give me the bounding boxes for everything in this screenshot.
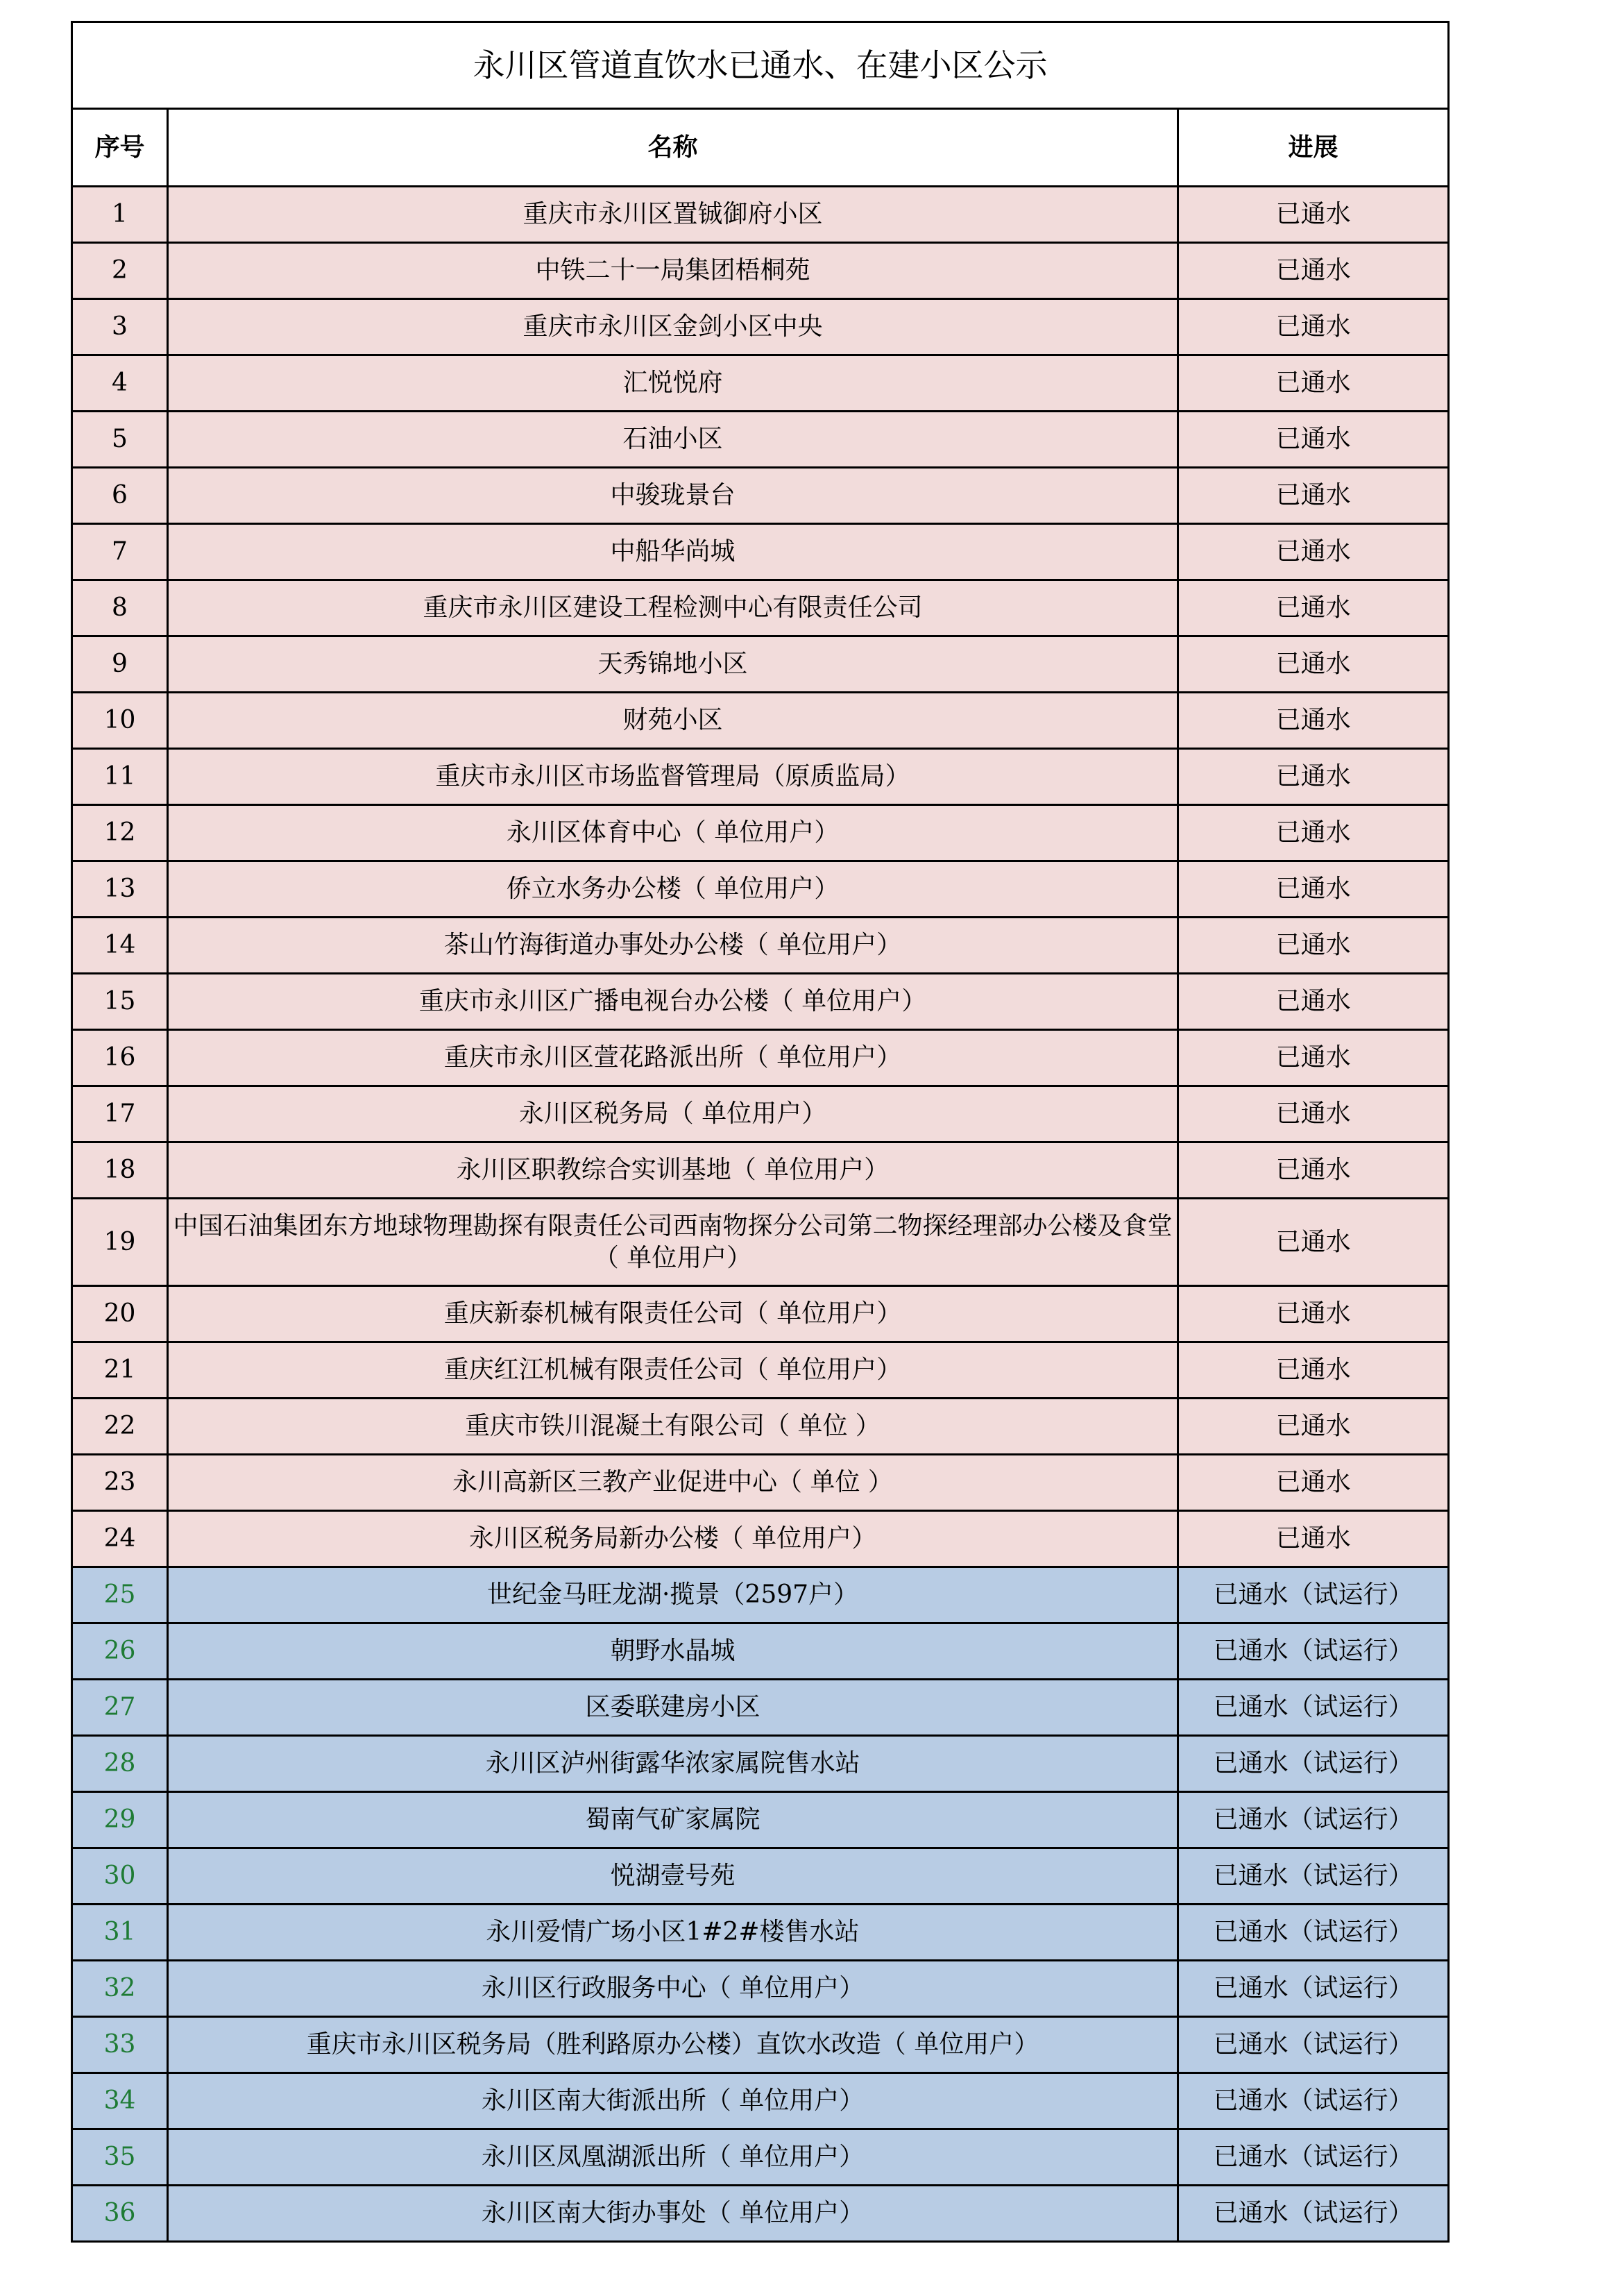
row-number: 30 bbox=[72, 1848, 168, 1905]
row-name: 永川区南大街办事处（ 单位用户） bbox=[168, 2186, 1178, 2242]
row-progress: 已通水（试运行） bbox=[1178, 2073, 1449, 2129]
row-name: 永川区凤凰湖派出所（ 单位用户） bbox=[168, 2129, 1178, 2186]
table-row bbox=[72, 861, 1449, 918]
row-number: 16 bbox=[72, 1030, 168, 1086]
row-progress: 已通水 bbox=[1178, 580, 1449, 636]
row-number: 18 bbox=[72, 1142, 168, 1199]
row-name: 区委联建房小区 bbox=[168, 1680, 1178, 1736]
row-progress: 已通水 bbox=[1178, 636, 1449, 693]
table-row bbox=[72, 355, 1449, 412]
row-number: 11 bbox=[72, 749, 168, 805]
row-progress: 已通水 bbox=[1178, 1142, 1449, 1199]
row-name: 重庆市铁川混凝土有限公司（ 单位 ） bbox=[168, 1399, 1178, 1455]
row-name: 石油小区 bbox=[168, 412, 1178, 468]
row-progress: 已通水（试运行） bbox=[1178, 1680, 1449, 1736]
row-name: 永川区税务局新办公楼（ 单位用户） bbox=[168, 1511, 1178, 1567]
row-progress: 已通水（试运行） bbox=[1178, 1736, 1449, 1792]
row-name: 重庆市永川区税务局（胜利路原办公楼）直饮水改造（ 单位用户） bbox=[168, 2017, 1178, 2073]
row-name: 永川区职教综合实训基地（ 单位用户） bbox=[168, 1142, 1178, 1199]
row-name: 重庆市永川区建设工程检测中心有限责任公司 bbox=[168, 580, 1178, 636]
row-name: 重庆红江机械有限责任公司（ 单位用户） bbox=[168, 1342, 1178, 1399]
table-row bbox=[72, 243, 1449, 299]
row-progress: 已通水 bbox=[1178, 1286, 1449, 1342]
table-row bbox=[72, 974, 1449, 1030]
row-name: 永川区泸州街露华浓家属院售水站 bbox=[168, 1736, 1178, 1792]
row-progress: 已通水（试运行） bbox=[1178, 1961, 1449, 2017]
row-number: 23 bbox=[72, 1455, 168, 1511]
row-name: 中国石油集团东方地球物理勘探有限责任公司西南物探分公司第二物探经理部办公楼及食堂（ 单位用户） bbox=[168, 1199, 1178, 1286]
row-number: 33 bbox=[72, 2017, 168, 2073]
row-number: 15 bbox=[72, 974, 168, 1030]
row-progress: 已通水 bbox=[1178, 412, 1449, 468]
row-progress: 已通水 bbox=[1178, 1511, 1449, 1567]
row-name: 侨立水务办公楼（ 单位用户） bbox=[168, 861, 1178, 918]
row-name: 永川区体育中心（ 单位用户） bbox=[168, 805, 1178, 861]
row-progress: 已通水（试运行） bbox=[1178, 1792, 1449, 1848]
row-progress: 已通水 bbox=[1178, 187, 1449, 243]
row-progress: 已通水 bbox=[1178, 299, 1449, 355]
table-row bbox=[72, 1086, 1449, 1142]
table-row bbox=[72, 636, 1449, 693]
row-progress: 已通水（试运行） bbox=[1178, 1905, 1449, 1961]
row-number: 31 bbox=[72, 1905, 168, 1961]
row-number: 20 bbox=[72, 1286, 168, 1342]
row-name: 重庆市永川区置铖御府小区 bbox=[168, 187, 1178, 243]
row-number: 17 bbox=[72, 1086, 168, 1142]
row-number: 32 bbox=[72, 1961, 168, 2017]
row-number: 14 bbox=[72, 918, 168, 974]
page-title: 永川区管道直饮水已通水、在建小区公示 bbox=[72, 22, 1449, 109]
row-name: 中船华尚城 bbox=[168, 524, 1178, 580]
row-progress: 已通水 bbox=[1178, 1086, 1449, 1142]
row-progress: 已通水（试运行） bbox=[1178, 1623, 1449, 1680]
table-row bbox=[72, 412, 1449, 468]
table-row bbox=[72, 1567, 1449, 1623]
table-row bbox=[72, 1792, 1449, 1848]
row-name: 永川爱情广场小区1#2#楼售水站 bbox=[168, 1905, 1178, 1961]
table-row bbox=[72, 805, 1449, 861]
table-row bbox=[72, 1030, 1449, 1086]
table-row bbox=[72, 1342, 1449, 1399]
row-progress: 已通水 bbox=[1178, 355, 1449, 412]
table-row bbox=[72, 1848, 1449, 1905]
row-progress: 已通水（试运行） bbox=[1178, 2129, 1449, 2186]
row-name: 重庆市永川区萱花路派出所（ 单位用户） bbox=[168, 1030, 1178, 1086]
row-number: 4 bbox=[72, 355, 168, 412]
row-progress: 已通水 bbox=[1178, 468, 1449, 524]
row-progress: 已通水 bbox=[1178, 243, 1449, 299]
row-number: 21 bbox=[72, 1342, 168, 1399]
row-number: 1 bbox=[72, 187, 168, 243]
table-row bbox=[72, 1961, 1449, 2017]
row-progress: 已通水 bbox=[1178, 749, 1449, 805]
row-name: 中铁二十一局集团梧桐苑 bbox=[168, 243, 1178, 299]
row-name: 悦湖壹号苑 bbox=[168, 1848, 1178, 1905]
row-number: 29 bbox=[72, 1792, 168, 1848]
table-row bbox=[72, 2017, 1449, 2073]
row-name: 永川区税务局（ 单位用户） bbox=[168, 1086, 1178, 1142]
table-row bbox=[72, 693, 1449, 749]
table-row bbox=[72, 299, 1449, 355]
row-number: 3 bbox=[72, 299, 168, 355]
row-name: 重庆市永川区金剑小区中央 bbox=[168, 299, 1178, 355]
row-number: 22 bbox=[72, 1399, 168, 1455]
row-progress: 已通水 bbox=[1178, 805, 1449, 861]
row-number: 36 bbox=[72, 2186, 168, 2242]
row-progress: 已通水 bbox=[1178, 1342, 1449, 1399]
table-row bbox=[72, 2073, 1449, 2129]
table-row bbox=[72, 1399, 1449, 1455]
table-row bbox=[72, 1680, 1449, 1736]
table-row bbox=[72, 1455, 1449, 1511]
table-row bbox=[72, 749, 1449, 805]
table-row bbox=[72, 2186, 1449, 2242]
row-number: 25 bbox=[72, 1567, 168, 1623]
row-progress: 已通水（试运行） bbox=[1178, 1567, 1449, 1623]
table-row bbox=[72, 1286, 1449, 1342]
table-row bbox=[72, 1905, 1449, 1961]
row-name: 蜀南气矿家属院 bbox=[168, 1792, 1178, 1848]
table-row bbox=[72, 1736, 1449, 1792]
row-number: 28 bbox=[72, 1736, 168, 1792]
header-num: 序号 bbox=[72, 109, 168, 187]
row-number: 12 bbox=[72, 805, 168, 861]
row-number: 35 bbox=[72, 2129, 168, 2186]
header-row bbox=[72, 109, 1449, 187]
row-name: 永川区南大街派出所（ 单位用户） bbox=[168, 2073, 1178, 2129]
row-name: 重庆新泰机械有限责任公司（ 单位用户） bbox=[168, 1286, 1178, 1342]
row-progress: 已通水 bbox=[1178, 1199, 1449, 1286]
table-row bbox=[72, 187, 1449, 243]
row-number: 27 bbox=[72, 1680, 168, 1736]
row-progress: 已通水（试运行） bbox=[1178, 1848, 1449, 1905]
row-number: 6 bbox=[72, 468, 168, 524]
header-progress: 进展 bbox=[1178, 109, 1449, 187]
row-progress: 已通水 bbox=[1178, 918, 1449, 974]
row-number: 24 bbox=[72, 1511, 168, 1567]
table-row bbox=[72, 468, 1449, 524]
row-number: 10 bbox=[72, 693, 168, 749]
row-number: 7 bbox=[72, 524, 168, 580]
row-name: 世纪金马旺龙湖·揽景（2597户） bbox=[168, 1567, 1178, 1623]
table-row bbox=[72, 1199, 1449, 1286]
row-progress: 已通水 bbox=[1178, 1030, 1449, 1086]
row-progress: 已通水 bbox=[1178, 1399, 1449, 1455]
row-number: 19 bbox=[72, 1199, 168, 1286]
row-number: 2 bbox=[72, 243, 168, 299]
row-name: 永川高新区三教产业促进中心（ 单位 ） bbox=[168, 1455, 1178, 1511]
row-name: 中骏珑景台 bbox=[168, 468, 1178, 524]
row-number: 13 bbox=[72, 861, 168, 918]
row-number: 34 bbox=[72, 2073, 168, 2129]
row-number: 8 bbox=[72, 580, 168, 636]
row-name: 茶山竹海街道办事处办公楼（ 单位用户） bbox=[168, 918, 1178, 974]
row-progress: 已通水 bbox=[1178, 693, 1449, 749]
row-name: 汇悦悦府 bbox=[168, 355, 1178, 412]
row-name: 天秀锦地小区 bbox=[168, 636, 1178, 693]
title-row bbox=[72, 22, 1449, 109]
row-name: 重庆市永川区广播电视台办公楼（ 单位用户） bbox=[168, 974, 1178, 1030]
notice-table bbox=[71, 21, 1450, 2243]
header-name: 名称 bbox=[168, 109, 1178, 187]
row-number: 26 bbox=[72, 1623, 168, 1680]
row-progress: 已通水 bbox=[1178, 974, 1449, 1030]
row-name: 重庆市永川区市场监督管理局（原质监局） bbox=[168, 749, 1178, 805]
table-row bbox=[72, 1142, 1449, 1199]
row-number: 5 bbox=[72, 412, 168, 468]
row-number: 9 bbox=[72, 636, 168, 693]
row-name: 财苑小区 bbox=[168, 693, 1178, 749]
row-progress: 已通水（试运行） bbox=[1178, 2186, 1449, 2242]
table-row bbox=[72, 1511, 1449, 1567]
row-name: 永川区行政服务中心（ 单位用户） bbox=[168, 1961, 1178, 2017]
table-row bbox=[72, 1623, 1449, 1680]
row-progress: 已通水 bbox=[1178, 524, 1449, 580]
table-row bbox=[72, 2129, 1449, 2186]
table-row bbox=[72, 524, 1449, 580]
table-row bbox=[72, 580, 1449, 636]
row-progress: 已通水 bbox=[1178, 1455, 1449, 1511]
row-progress: 已通水 bbox=[1178, 861, 1449, 918]
row-name: 朝野水晶城 bbox=[168, 1623, 1178, 1680]
table-row bbox=[72, 918, 1449, 974]
row-progress: 已通水（试运行） bbox=[1178, 2017, 1449, 2073]
